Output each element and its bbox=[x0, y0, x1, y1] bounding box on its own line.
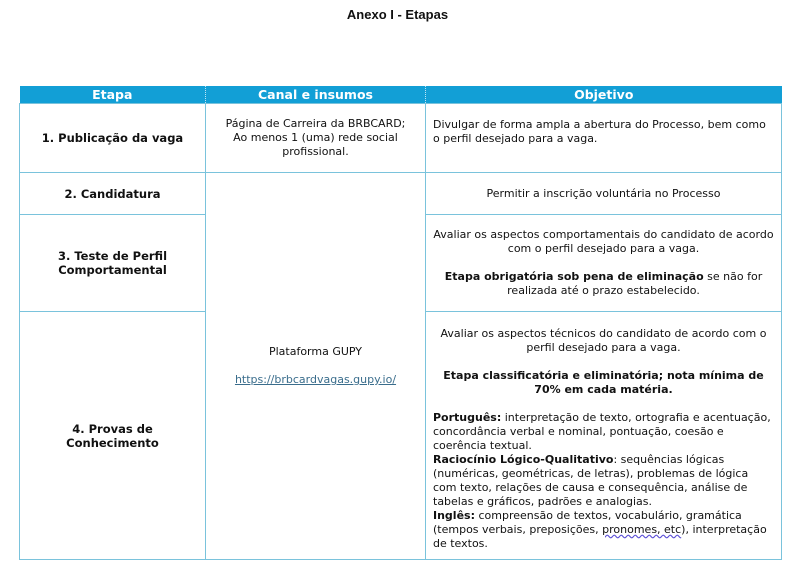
etapa-cell: 1. Publicação da vaga bbox=[20, 104, 206, 173]
canal-line: profissional. bbox=[282, 145, 349, 158]
objetivo-cell bbox=[426, 215, 782, 312]
etapa-line: 3. Teste de Perfil bbox=[57, 249, 168, 263]
subject-text: : sequências lógicas (numéricas, geométricas, de letras), problemas de lógica com texto, relações de causa e consequência, análise de tabelas e gráficos, padrões e analogias. bbox=[433, 453, 749, 508]
subject-name: Português: bbox=[433, 411, 502, 424]
etapa-cell bbox=[20, 215, 206, 312]
objetivo-cell bbox=[426, 312, 782, 560]
table-row bbox=[20, 173, 782, 215]
subject-portugues bbox=[433, 411, 774, 453]
subject-text: compreensão de textos, vocabulário, gramática (tempos verbais, preposições, bbox=[433, 509, 742, 536]
objetivo-text: Avaliar os aspectos comportamentais do candidato de acordo com o perfil desejado para a vaga. bbox=[433, 228, 774, 255]
objetivo-cell bbox=[426, 173, 782, 215]
subject-name: Inglês: bbox=[433, 509, 475, 522]
subject-text: ), interpretação de textos. bbox=[433, 523, 767, 550]
header-canal: Canal e insumos bbox=[206, 86, 426, 104]
objetivo-bold: Etapa classificatória e eliminatória; nota mínima de 70% em cada matéria. bbox=[443, 369, 764, 396]
objetivo-text: Avaliar os aspectos técnicos do candidato de acordo com o perfil desejado para a vaga. bbox=[440, 327, 767, 354]
gupy-link[interactable]: https://brbcardvagas.gupy.io/ bbox=[234, 373, 397, 386]
objetivo-cell bbox=[426, 104, 782, 173]
objetivo-text: Divulgar de forma ampla a abertura do Processo, bem como o perfil desejado para a vaga. bbox=[433, 118, 766, 145]
canal-cell-shared bbox=[206, 173, 426, 560]
etapa-cell: 4. Provas de Conhecimento bbox=[20, 312, 206, 560]
objetivo-text: Permitir a inscrição voluntária no Processo bbox=[486, 186, 721, 200]
header-objetivo: Objetivo bbox=[426, 86, 782, 104]
etapas-table bbox=[19, 86, 782, 560]
table-row bbox=[20, 104, 782, 173]
canal-line: Página de Carreira da BRBCARD; bbox=[225, 117, 406, 130]
subject-ingles bbox=[433, 509, 774, 551]
subject-name: Raciocínio Lógico-Qualitativo bbox=[433, 453, 614, 466]
spellcheck-mark: pronomes, etc bbox=[602, 523, 682, 536]
objetivo-bold: Etapa obrigatória sob pena de eliminação bbox=[444, 270, 704, 283]
etapa-cell: 2. Candidatura bbox=[20, 173, 206, 215]
subject-text: interpretação de texto, ortografia e acentuação, concordância verbal e nominal, pontuação, coesão e coerência textual. bbox=[433, 411, 771, 452]
page-title: Anexo I - Etapas bbox=[346, 7, 449, 22]
canal-line: Ao menos 1 (uma) rede social bbox=[233, 131, 398, 144]
objetivo-rest: se não for realizada até o prazo estabelecido. bbox=[507, 270, 763, 297]
subject-raciocinio bbox=[433, 453, 774, 509]
canal-cell bbox=[206, 104, 426, 173]
platform-name: Plataforma GUPY bbox=[268, 345, 363, 358]
objetivo-note bbox=[433, 270, 774, 298]
etapa-line: Comportamental bbox=[58, 263, 167, 277]
table-header-row bbox=[20, 86, 782, 104]
header-etapa: Etapa bbox=[20, 86, 206, 104]
